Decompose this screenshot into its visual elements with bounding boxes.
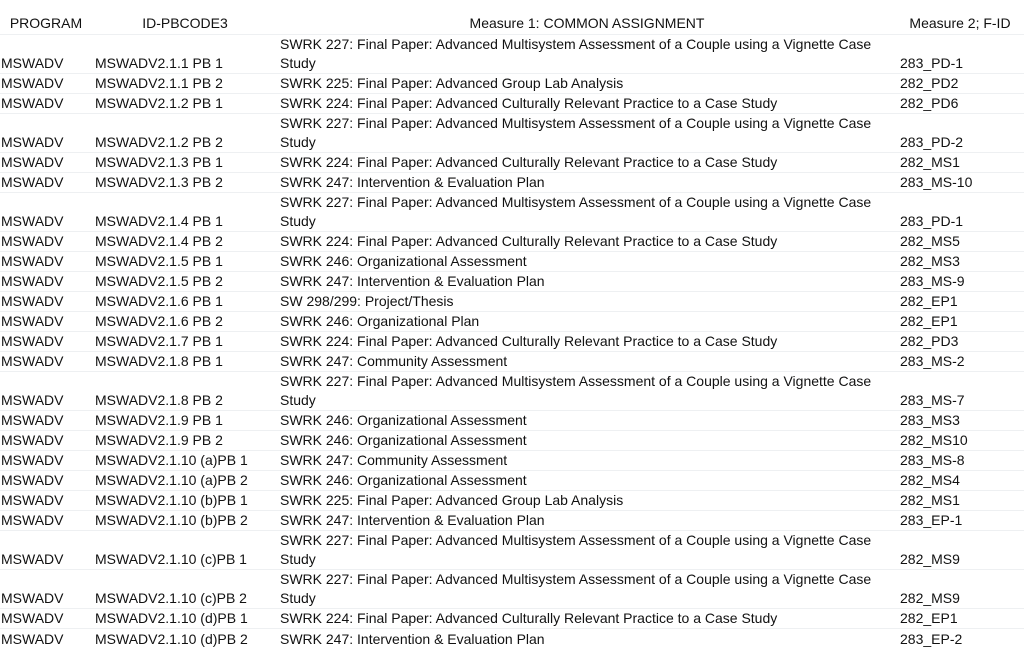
- cell-measure-1: SWRK 224: Final Paper: Advanced Culturally Relevant Practice to a Case Study: [278, 94, 896, 114]
- cell-measure-2: 282_EP1: [896, 292, 1024, 312]
- table-row: [0, 352, 1024, 372]
- cell-measure-1: SWRK 227: Final Paper: Advanced Multisystem Assessment of a Couple using a Vignette Case Study: [278, 372, 896, 411]
- cell-measure-2: 283_EP-1: [896, 511, 1024, 531]
- cell-id-pbcode: MSWADV2.1.9 PB 1: [92, 411, 278, 431]
- table-row: [0, 193, 1024, 232]
- header-measure-2: Measure 2; F-ID: [896, 12, 1024, 35]
- header-id-pbcode: ID-PBCODE3: [92, 12, 278, 35]
- cell-id-pbcode: MSWADV2.1.2 PB 1: [92, 94, 278, 114]
- cell-program: MSWADV: [0, 252, 92, 272]
- table-row: [0, 332, 1024, 352]
- cell-program: MSWADV: [0, 629, 92, 649]
- cell-id-pbcode: MSWADV2.1.10 (b)PB 1: [92, 491, 278, 511]
- table-row: [0, 531, 1024, 570]
- cell-program: MSWADV: [0, 94, 92, 114]
- cell-measure-2: 283_MS-10: [896, 173, 1024, 193]
- cell-measure-1: SWRK 247: Intervention & Evaluation Plan: [278, 173, 896, 193]
- cell-id-pbcode: MSWADV2.1.10 (a)PB 1: [92, 451, 278, 471]
- cell-measure-2: 283_MS-2: [896, 352, 1024, 372]
- cell-measure-2: 282_MS4: [896, 471, 1024, 491]
- cell-measure-1: SW 298/299: Project/Thesis: [278, 292, 896, 312]
- cell-measure-2: 282_MS1: [896, 491, 1024, 511]
- cell-measure-1: SWRK 227: Final Paper: Advanced Multisystem Assessment of a Couple using a Vignette Case Study: [278, 114, 896, 153]
- cell-id-pbcode: MSWADV2.1.10 (a)PB 2: [92, 471, 278, 491]
- table-row: [0, 411, 1024, 431]
- cell-measure-1: SWRK 247: Intervention & Evaluation Plan: [278, 629, 896, 649]
- cell-program: MSWADV: [0, 173, 92, 193]
- table-row: [0, 312, 1024, 332]
- cell-measure-2: 282_MS9: [896, 531, 1024, 570]
- cell-id-pbcode: MSWADV2.1.4 PB 1: [92, 193, 278, 232]
- cell-measure-2: 283_PD-2: [896, 114, 1024, 153]
- cell-program: MSWADV: [0, 531, 92, 570]
- cell-id-pbcode: MSWADV2.1.1 PB 2: [92, 74, 278, 94]
- cell-id-pbcode: MSWADV2.1.3 PB 2: [92, 173, 278, 193]
- cell-program: MSWADV: [0, 312, 92, 332]
- cell-program: MSWADV: [0, 153, 92, 173]
- table-row: [0, 173, 1024, 193]
- cell-id-pbcode: MSWADV2.1.10 (d)PB 1: [92, 609, 278, 629]
- cell-id-pbcode: MSWADV2.1.3 PB 1: [92, 153, 278, 173]
- cell-id-pbcode: MSWADV2.1.10 (b)PB 2: [92, 511, 278, 531]
- table-row: [0, 491, 1024, 511]
- cell-measure-1: SWRK 246: Organizational Assessment: [278, 471, 896, 491]
- cell-measure-1: SWRK 227: Final Paper: Advanced Multisystem Assessment of a Couple using a Vignette Case Study: [278, 193, 896, 232]
- cell-measure-1: SWRK 247: Community Assessment: [278, 451, 896, 471]
- cell-id-pbcode: MSWADV2.1.5 PB 1: [92, 252, 278, 272]
- table-row: [0, 153, 1024, 173]
- cell-measure-2: 282_MS10: [896, 431, 1024, 451]
- table-row: [0, 94, 1024, 114]
- table-row: [0, 252, 1024, 272]
- cell-id-pbcode: MSWADV2.1.8 PB 1: [92, 352, 278, 372]
- cell-id-pbcode: MSWADV2.1.6 PB 1: [92, 292, 278, 312]
- cell-program: MSWADV: [0, 35, 92, 74]
- cell-program: MSWADV: [0, 570, 92, 609]
- header-row: [0, 12, 1024, 35]
- cell-program: MSWADV: [0, 292, 92, 312]
- cell-measure-1: SWRK 224: Final Paper: Advanced Culturally Relevant Practice to a Case Study: [278, 153, 896, 173]
- table-row: [0, 232, 1024, 252]
- table-row: [0, 114, 1024, 153]
- cell-measure-2: 282_PD2: [896, 74, 1024, 94]
- cell-id-pbcode: MSWADV2.1.8 PB 2: [92, 372, 278, 411]
- cell-program: MSWADV: [0, 451, 92, 471]
- cell-measure-1: SWRK 227: Final Paper: Advanced Multisystem Assessment of a Couple using a Vignette Case Study: [278, 35, 896, 74]
- cell-measure-2: 283_MS-7: [896, 372, 1024, 411]
- cell-id-pbcode: MSWADV2.1.5 PB 2: [92, 272, 278, 292]
- cell-id-pbcode: MSWADV2.1.2 PB 2: [92, 114, 278, 153]
- cell-measure-1: SWRK 247: Intervention & Evaluation Plan: [278, 272, 896, 292]
- cell-id-pbcode: MSWADV2.1.6 PB 2: [92, 312, 278, 332]
- cell-measure-2: 283_MS3: [896, 411, 1024, 431]
- table-row: [0, 431, 1024, 451]
- cell-program: MSWADV: [0, 372, 92, 411]
- cell-measure-2: 283_PD-1: [896, 193, 1024, 232]
- cell-program: MSWADV: [0, 272, 92, 292]
- cell-measure-2: 283_MS-9: [896, 272, 1024, 292]
- cell-measure-1: SWRK 247: Community Assessment: [278, 352, 896, 372]
- cell-id-pbcode: MSWADV2.1.7 PB 1: [92, 332, 278, 352]
- cell-measure-1: SWRK 225: Final Paper: Advanced Group Lab Analysis: [278, 491, 896, 511]
- cell-program: MSWADV: [0, 511, 92, 531]
- cell-measure-2: 282_PD6: [896, 94, 1024, 114]
- cell-measure-1: SWRK 227: Final Paper: Advanced Multisystem Assessment of a Couple using a Vignette Case Study: [278, 531, 896, 570]
- cell-program: MSWADV: [0, 232, 92, 252]
- table-row: [0, 471, 1024, 491]
- cell-measure-2: 282_EP1: [896, 312, 1024, 332]
- cell-program: MSWADV: [0, 491, 92, 511]
- cell-measure-2: 283_EP-2: [896, 629, 1024, 649]
- cell-measure-1: SWRK 246: Organizational Plan: [278, 312, 896, 332]
- cell-measure-2: 283_MS-8: [896, 451, 1024, 471]
- cell-program: MSWADV: [0, 332, 92, 352]
- header-measure-1: Measure 1: COMMON ASSIGNMENT: [278, 12, 896, 35]
- cell-measure-2: 282_MS9: [896, 570, 1024, 609]
- table-row: [0, 570, 1024, 609]
- cell-measure-2: 282_MS1: [896, 153, 1024, 173]
- cell-program: MSWADV: [0, 193, 92, 232]
- cell-measure-1: SWRK 225: Final Paper: Advanced Group Lab Analysis: [278, 74, 896, 94]
- cell-measure-2: 282_MS3: [896, 252, 1024, 272]
- table-row: [0, 609, 1024, 629]
- cell-program: MSWADV: [0, 74, 92, 94]
- cell-id-pbcode: MSWADV2.1.4 PB 2: [92, 232, 278, 252]
- cell-measure-2: 282_PD3: [896, 332, 1024, 352]
- table-row: [0, 451, 1024, 471]
- table-header: [0, 12, 1024, 35]
- cell-measure-1: SWRK 247: Intervention & Evaluation Plan: [278, 511, 896, 531]
- table-row: [0, 35, 1024, 74]
- assessment-table: [0, 12, 1024, 649]
- cell-measure-2: 282_MS5: [896, 232, 1024, 252]
- cell-id-pbcode: MSWADV2.1.10 (c)PB 1: [92, 531, 278, 570]
- cell-id-pbcode: MSWADV2.1.1 PB 1: [92, 35, 278, 74]
- table-row: [0, 272, 1024, 292]
- cell-measure-1: SWRK 246: Organizational Assessment: [278, 411, 896, 431]
- cell-measure-1: SWRK 224: Final Paper: Advanced Culturally Relevant Practice to a Case Study: [278, 609, 896, 629]
- cell-measure-1: SWRK 246: Organizational Assessment: [278, 431, 896, 451]
- cell-program: MSWADV: [0, 114, 92, 153]
- cell-measure-1: SWRK 224: Final Paper: Advanced Culturally Relevant Practice to a Case Study: [278, 232, 896, 252]
- header-program: PROGRAM: [0, 12, 92, 35]
- cell-program: MSWADV: [0, 411, 92, 431]
- table-body: [0, 35, 1024, 649]
- table-row: [0, 629, 1024, 649]
- cell-measure-1: SWRK 246: Organizational Assessment: [278, 252, 896, 272]
- cell-measure-2: 283_PD-1: [896, 35, 1024, 74]
- cell-id-pbcode: MSWADV2.1.10 (d)PB 2: [92, 629, 278, 649]
- cell-measure-2: 282_EP1: [896, 609, 1024, 629]
- table-row: [0, 292, 1024, 312]
- cell-program: MSWADV: [0, 471, 92, 491]
- cell-id-pbcode: MSWADV2.1.10 (c)PB 2: [92, 570, 278, 609]
- cell-program: MSWADV: [0, 352, 92, 372]
- cell-program: MSWADV: [0, 609, 92, 629]
- cell-program: MSWADV: [0, 431, 92, 451]
- table-row: [0, 372, 1024, 411]
- table-row: [0, 511, 1024, 531]
- cell-measure-1: SWRK 227: Final Paper: Advanced Multisystem Assessment of a Couple using a Vignette Case Study: [278, 570, 896, 609]
- table-row: [0, 74, 1024, 94]
- cell-id-pbcode: MSWADV2.1.9 PB 2: [92, 431, 278, 451]
- cell-measure-1: SWRK 224: Final Paper: Advanced Culturally Relevant Practice to a Case Study: [278, 332, 896, 352]
